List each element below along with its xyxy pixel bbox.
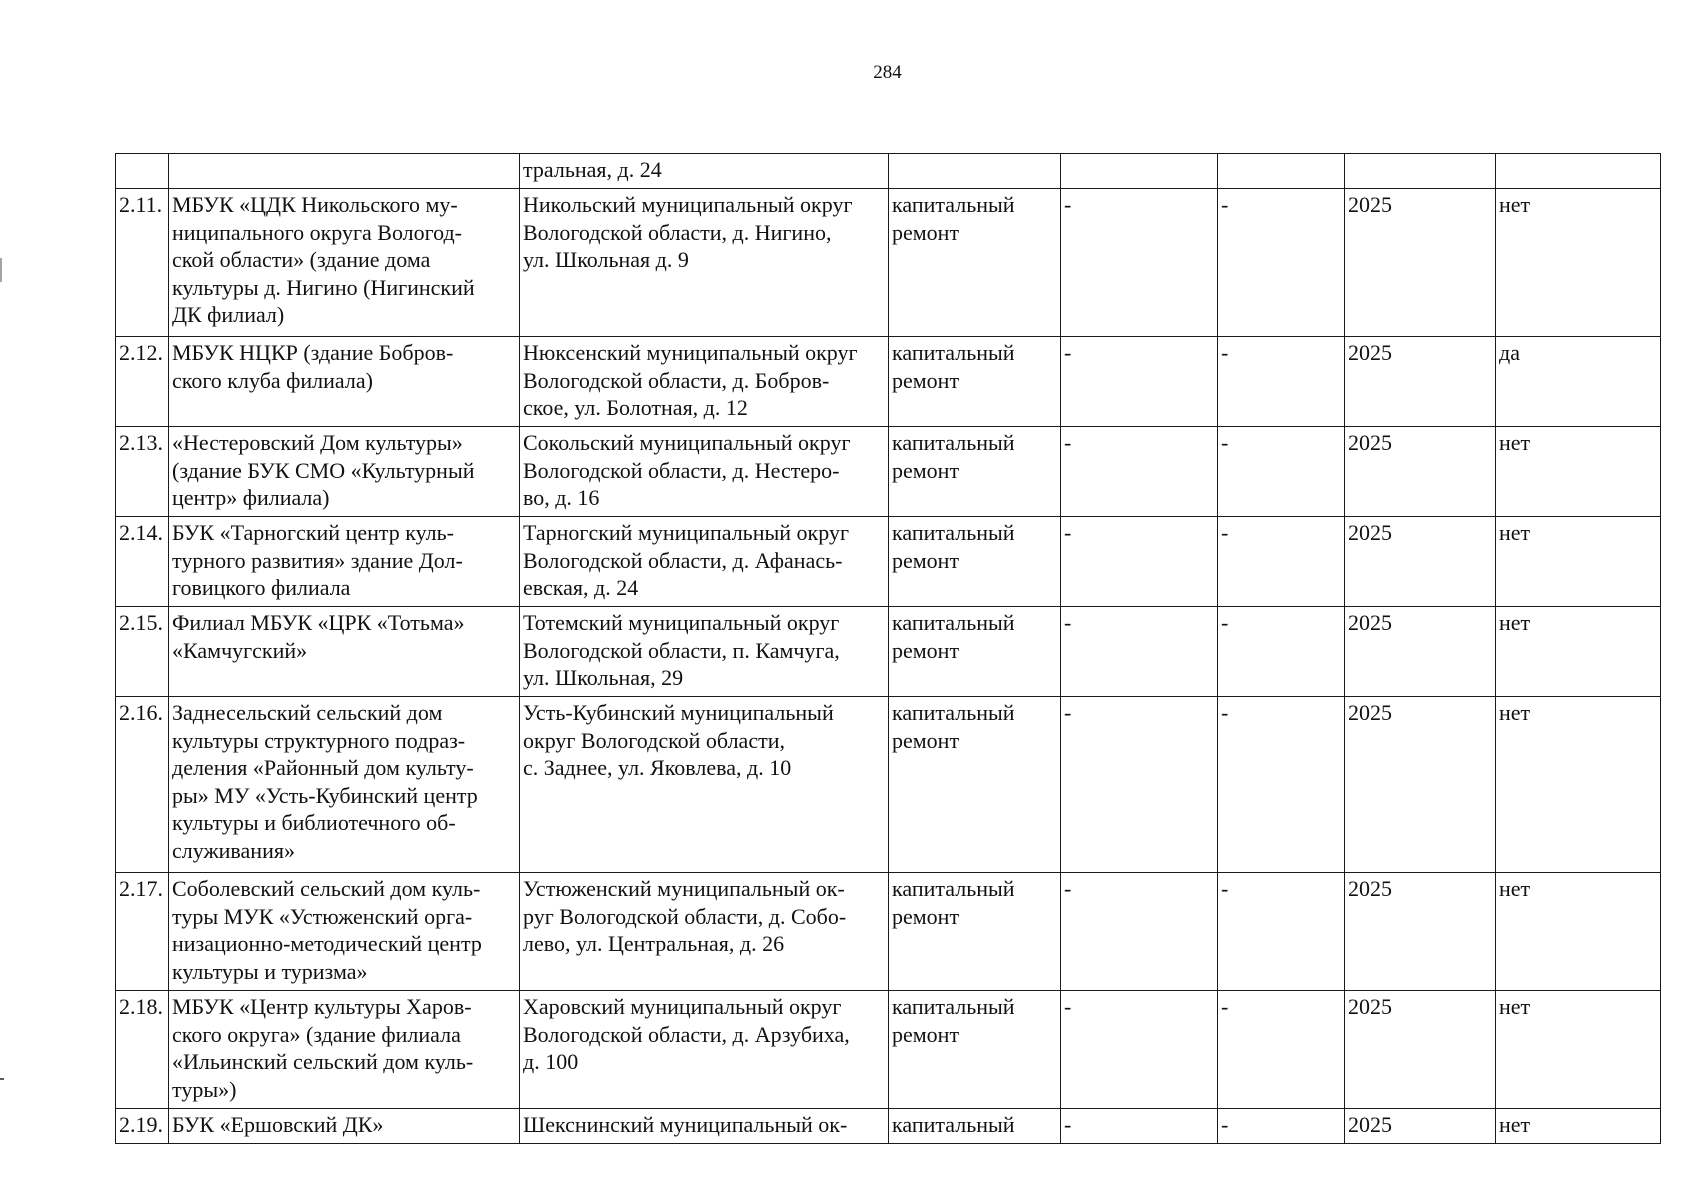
name-line: культуры д. Нигино (Нигинский (172, 274, 475, 300)
dash-value: - (1221, 610, 1229, 635)
cell-col6 (1218, 873, 1345, 991)
cell-address (520, 427, 889, 517)
cell-year (1345, 427, 1496, 517)
table-row (116, 337, 1661, 427)
cell-year (1345, 154, 1496, 189)
cell-flag (1496, 154, 1661, 189)
name-line: низационно-методический центр (172, 931, 482, 956)
cell-col5 (1061, 873, 1218, 991)
cell-col5 (1061, 697, 1218, 873)
address-line: Тотемский муниципальный округ (523, 610, 840, 635)
name-line: культуры и библиотечного об- (172, 810, 456, 835)
cell-flag (1496, 607, 1661, 697)
cell-col6 (1218, 337, 1345, 427)
year-value: 2025 (1348, 700, 1392, 725)
name-line: ры» МУ «Усть-Кубинский центр (172, 782, 478, 808)
address-line: Нюксенский муниципальный округ (523, 340, 858, 365)
dash-value: - (1221, 1112, 1229, 1137)
cell-name (169, 697, 520, 873)
name-line: деления «Районный дом культу- (172, 755, 474, 780)
table-body (116, 154, 1661, 1144)
table-row (116, 607, 1661, 697)
cell-work-type (889, 154, 1061, 189)
name-line: МБУК «Центр культуры Харов- (172, 994, 472, 1019)
dash-value: - (1064, 994, 1072, 1019)
cell-address (520, 873, 889, 991)
work-type-line: ремонт (892, 637, 960, 663)
cell-num (116, 154, 169, 189)
cell-col5 (1061, 154, 1218, 189)
dash-value: - (1221, 192, 1229, 217)
year-value: 2025 (1348, 876, 1392, 901)
name-line: ской области» (здание дома (172, 247, 431, 272)
cell-work-type (889, 427, 1061, 517)
cell-address (520, 189, 889, 337)
address-line: Вологодской области, п. Камчуга, (523, 637, 840, 663)
flag-value: нет (1499, 192, 1531, 217)
cell-col6 (1218, 1109, 1345, 1144)
flag-value: нет (1499, 430, 1531, 455)
cell-flag (1496, 697, 1661, 873)
row-number: 2.19. (119, 1112, 163, 1137)
name-line: ского округа» (здание филиала (172, 1021, 461, 1047)
cell-year (1345, 697, 1496, 873)
address-line: Тарногский муниципальный округ (523, 520, 849, 545)
cell-num (116, 607, 169, 697)
address-line: Устюженский муниципальный ок- (523, 876, 845, 901)
year-value: 2025 (1348, 610, 1392, 635)
address-line: Сокольский муниципальный округ (523, 430, 851, 455)
table-row (116, 189, 1661, 337)
cell-address (520, 697, 889, 873)
year-value: 2025 (1348, 340, 1392, 365)
cell-address (520, 337, 889, 427)
cell-col6 (1218, 189, 1345, 337)
year-value: 2025 (1348, 192, 1392, 217)
facilities-table (115, 153, 1661, 1144)
work-type-line: ремонт (892, 903, 960, 929)
scan-mark (0, 258, 2, 282)
name-line: БУК «Тарногский центр куль- (172, 520, 455, 545)
address-line: ское, ул. Болотная, д. 12 (523, 395, 748, 420)
row-number: 2.16. (119, 700, 163, 725)
name-line: центр» филиала) (172, 485, 330, 510)
row-number: 2.11. (119, 192, 163, 217)
cell-col5 (1061, 189, 1218, 337)
cell-col6 (1218, 991, 1345, 1109)
cell-address (520, 517, 889, 607)
cell-col6 (1218, 517, 1345, 607)
address-line: Шекснинский муниципальный ок- (523, 1112, 848, 1137)
cell-col5 (1061, 1109, 1218, 1144)
address-line: тральная, д. 24 (523, 157, 662, 182)
dash-value: - (1064, 192, 1072, 217)
cell-address (520, 154, 889, 189)
cell-year (1345, 873, 1496, 991)
address-line: Вологодской области, д. Нестеро- (523, 457, 840, 483)
cell-name (169, 337, 520, 427)
table-row (116, 991, 1661, 1109)
cell-col5 (1061, 517, 1218, 607)
name-line: «Ильинский сельский дом куль- (172, 1049, 474, 1074)
cell-num (116, 1109, 169, 1144)
cell-num (116, 189, 169, 337)
address-line: ул. Школьная, 29 (523, 665, 684, 690)
cell-name (169, 154, 520, 189)
cell-work-type (889, 873, 1061, 991)
cell-flag (1496, 189, 1661, 337)
flag-value: нет (1499, 1112, 1531, 1137)
address-line: лево, ул. Центральная, д. 26 (523, 931, 785, 956)
work-type-line: ремонт (892, 457, 960, 483)
name-line: говицкого филиала (172, 575, 351, 600)
cell-num (116, 517, 169, 607)
address-line: Усть-Кубинский муниципальный (523, 700, 834, 725)
row-number: 2.15. (119, 610, 163, 635)
table-row (116, 873, 1661, 991)
name-line: (здание БУК СМО «Культурный (172, 457, 475, 483)
name-line: МБУК НЦКР (здание Бобров- (172, 340, 454, 365)
work-type-line: капитальный (892, 192, 1015, 217)
address-line: Харовский муниципальный округ (523, 994, 842, 1019)
cell-work-type (889, 517, 1061, 607)
flag-value: нет (1499, 876, 1531, 901)
work-type-line: капитальный (892, 700, 1015, 725)
name-line: культуры структурного подраз- (172, 727, 466, 753)
name-line: МБУК «ЦДК Никольского му- (172, 192, 458, 217)
name-line: Филиал МБУК «ЦРК «Тотьма» (172, 610, 465, 635)
cell-year (1345, 337, 1496, 427)
dash-value: - (1221, 876, 1229, 901)
cell-name (169, 427, 520, 517)
dash-value: - (1064, 430, 1072, 455)
cell-work-type (889, 189, 1061, 337)
flag-value: нет (1499, 700, 1531, 725)
cell-col5 (1061, 337, 1218, 427)
row-number: 2.18. (119, 994, 163, 1019)
work-type-line: капитальный (892, 876, 1015, 901)
dash-value: - (1064, 610, 1072, 635)
cell-year (1345, 1109, 1496, 1144)
dash-value: - (1221, 430, 1229, 455)
address-line: руг Вологодской области, д. Собо- (523, 903, 847, 929)
dash-value: - (1064, 520, 1072, 545)
year-value: 2025 (1348, 1112, 1392, 1137)
work-type-line: капитальный (892, 520, 1015, 545)
flag-value: нет (1499, 994, 1531, 1019)
continuation-row (116, 154, 1661, 189)
cell-col5 (1061, 427, 1218, 517)
cell-flag (1496, 517, 1661, 607)
cell-num (116, 991, 169, 1109)
address-line: с. Заднее, ул. Яковлева, д. 10 (523, 755, 792, 780)
work-type-line: капитальный (892, 994, 1015, 1019)
address-line: д. 100 (523, 1049, 579, 1074)
cell-address (520, 607, 889, 697)
cell-year (1345, 991, 1496, 1109)
cell-num (116, 337, 169, 427)
cell-flag (1496, 337, 1661, 427)
cell-flag (1496, 991, 1661, 1109)
work-type-line: ремонт (892, 367, 960, 393)
address-line: Вологодской области, д. Афанась- (523, 547, 843, 573)
name-line: Заднесельский сельский дом (172, 700, 443, 725)
cell-num (116, 873, 169, 991)
row-number: 2.14. (119, 520, 163, 545)
cell-year (1345, 517, 1496, 607)
address-line: Вологодской области, д. Бобров- (523, 367, 830, 393)
table-row (116, 517, 1661, 607)
name-line: туры МУК «Устюженский орга- (172, 903, 473, 929)
cell-name (169, 1109, 520, 1144)
name-line: «Нестеровский Дом культуры» (172, 430, 463, 455)
flag-value: нет (1499, 610, 1531, 635)
cell-work-type (889, 697, 1061, 873)
cell-col5 (1061, 991, 1218, 1109)
name-line: служивания» (172, 837, 295, 863)
cell-work-type (889, 607, 1061, 697)
dash-value: - (1221, 340, 1229, 365)
cell-work-type (889, 337, 1061, 427)
dash-value: - (1064, 1112, 1072, 1137)
cell-flag (1496, 873, 1661, 991)
cell-name (169, 189, 520, 337)
cell-year (1345, 189, 1496, 337)
cell-col6 (1218, 607, 1345, 697)
work-type-line: ремонт (892, 727, 960, 753)
cell-flag (1496, 1109, 1661, 1144)
address-line: во, д. 16 (523, 485, 600, 510)
cell-name (169, 873, 520, 991)
cell-work-type (889, 991, 1061, 1109)
work-type-line: капитальный (892, 610, 1015, 635)
year-value: 2025 (1348, 520, 1392, 545)
work-type-line: ремонт (892, 1021, 960, 1047)
table-row (116, 697, 1661, 873)
year-value: 2025 (1348, 430, 1392, 455)
cell-name (169, 991, 520, 1109)
dash-value: - (1064, 700, 1072, 725)
address-line: округ Вологодской области, (523, 727, 785, 753)
cell-col6 (1218, 154, 1345, 189)
cell-year (1345, 607, 1496, 697)
name-line: БУК «Ершовский ДК» (172, 1112, 384, 1137)
year-value: 2025 (1348, 994, 1392, 1019)
address-line: Вологодской области, д. Арзубиха, (523, 1021, 850, 1047)
flag-value: нет (1499, 520, 1531, 545)
name-line: Соболевский сельский дом куль- (172, 876, 481, 901)
cell-num (116, 697, 169, 873)
address-line: ул. Школьная д. 9 (523, 247, 689, 272)
name-line: ДК филиал) (172, 302, 285, 327)
name-line: «Камчугский» (172, 637, 308, 663)
row-number: 2.12. (119, 340, 163, 365)
page-number: 284 (873, 62, 902, 83)
name-line: культуры и туризма» (172, 958, 368, 984)
dash-value: - (1064, 340, 1072, 365)
work-type-line: капитальный (892, 1112, 1015, 1137)
dash-value: - (1221, 994, 1229, 1019)
cell-address (520, 1109, 889, 1144)
address-line: евская, д. 24 (523, 575, 639, 600)
name-line: туры») (172, 1076, 237, 1102)
row-number: 2.17. (119, 876, 163, 901)
cell-name (169, 607, 520, 697)
row-number: 2.13. (119, 430, 163, 455)
work-type-line: капитальный (892, 340, 1015, 365)
cell-flag (1496, 427, 1661, 517)
dash-value: - (1221, 520, 1229, 545)
work-type-line: ремонт (892, 219, 960, 245)
dash-value: - (1221, 700, 1229, 725)
work-type-line: капитальный (892, 430, 1015, 455)
scan-mark (0, 1078, 4, 1080)
address-line: Никольский муниципальный округ (523, 192, 853, 217)
name-line: турного развития» здание Дол- (172, 547, 463, 573)
cell-num (116, 427, 169, 517)
table-row (116, 1109, 1661, 1144)
cell-name (169, 517, 520, 607)
cell-col5 (1061, 607, 1218, 697)
cell-col6 (1218, 697, 1345, 873)
cell-work-type (889, 1109, 1061, 1144)
table-row (116, 427, 1661, 517)
address-line: Вологодской области, д. Нигино, (523, 219, 832, 245)
name-line: ского клуба филиала) (172, 367, 373, 393)
name-line: ниципального округа Вологод- (172, 219, 462, 245)
work-type-line: ремонт (892, 547, 960, 573)
flag-value: да (1499, 340, 1520, 365)
cell-col6 (1218, 427, 1345, 517)
dash-value: - (1064, 876, 1072, 901)
cell-address (520, 991, 889, 1109)
